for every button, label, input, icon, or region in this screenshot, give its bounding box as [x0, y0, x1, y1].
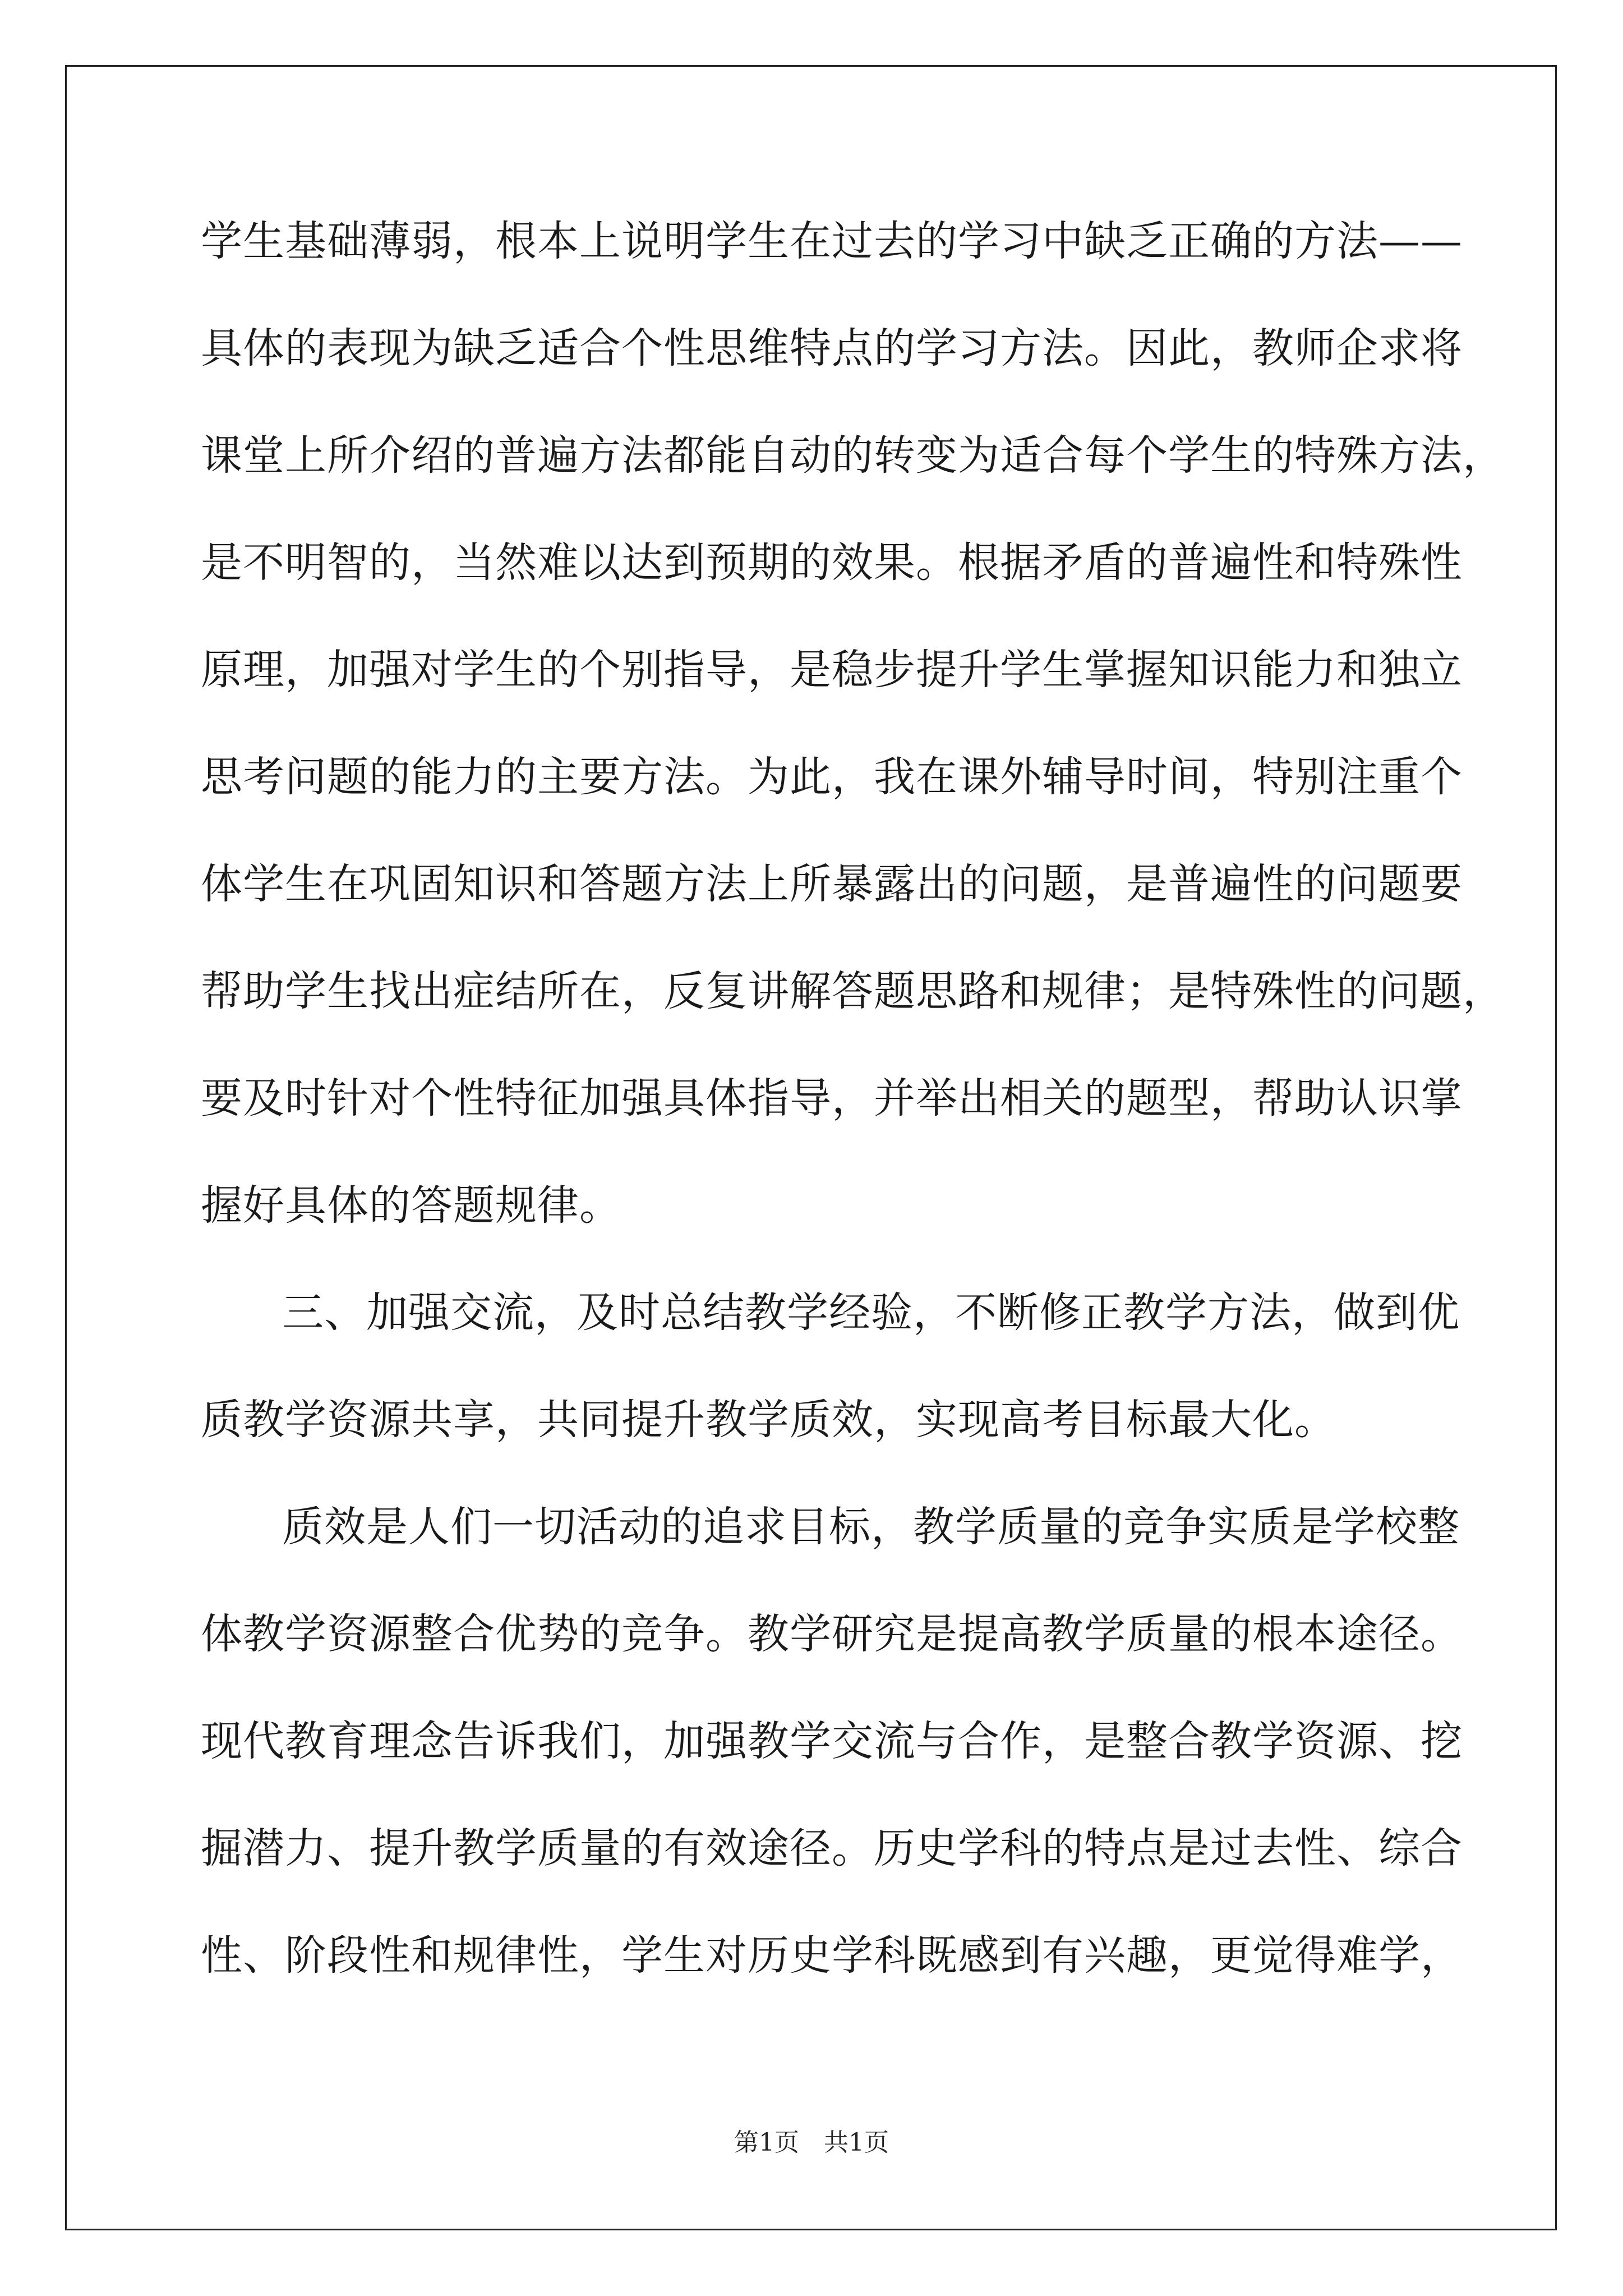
text-line: 要及时针对个性特征加强具体指导，并举出相关的题型，帮助认识掌 [201, 1074, 1463, 1122]
text-line: 具体的表现为缺乏适合个性思维特点的学习方法。因此，教师企求将 [201, 324, 1463, 372]
text-line: 帮助学生找出症结所在，反复讲解答题思路和规律；是特殊性的问题， [201, 967, 1505, 1015]
section-heading-line: 三、加强交流，及时总结教学经验，不断修正教学方法，做到优 [282, 1289, 1460, 1337]
text-line: 是不明智的，当然难以达到预期的效果。根据矛盾的普遍性和特殊性 [201, 539, 1463, 587]
page-number-footer: 第1页 共1页 [734, 2128, 889, 2157]
document-body [201, 208, 1505, 2029]
text-line: 掘潜力、提升教学质量的有效途径。历史学科的特点是过去性、综合 [201, 1824, 1463, 1872]
text-line: 现代教育理念告诉我们，加强教学交流与合作，是整合教学资源、挖 [201, 1717, 1463, 1765]
section-heading-line: 质教学资源共享，共同提升教学质效，实现高考目标最大化。 [201, 1396, 1336, 1444]
text-line: 体学生在巩固知识和答题方法上所暴露出的问题，是普遍性的问题要 [201, 860, 1463, 908]
text-line: 握好具体的答题规律。 [201, 1181, 621, 1230]
text-line: 思考问题的能力的主要方法。为此，我在课外辅导时间，特别注重个 [201, 753, 1463, 801]
text-line: 性、阶段性和规律性，学生对历史学科既感到有兴趣，更觉得难学， [201, 1931, 1463, 1980]
text-line: 体教学资源整合优势的竞争。教学研究是提高教学质量的根本途径。 [201, 1610, 1463, 1658]
text-line: 质效是人们一切活动的追求目标，教学质量的竞争实质是学校整 [282, 1503, 1460, 1551]
text-line: 原理，加强对学生的个别指导，是稳步提升学生掌握知识能力和独立 [201, 646, 1463, 694]
text-line: 课堂上所介绍的普遍方法都能自动的转变为适合每个学生的特殊方法， [201, 431, 1505, 480]
text-line: 学生基础薄弱，根本上说明学生在过去的学习中缺乏正确的方法—— [201, 217, 1463, 265]
